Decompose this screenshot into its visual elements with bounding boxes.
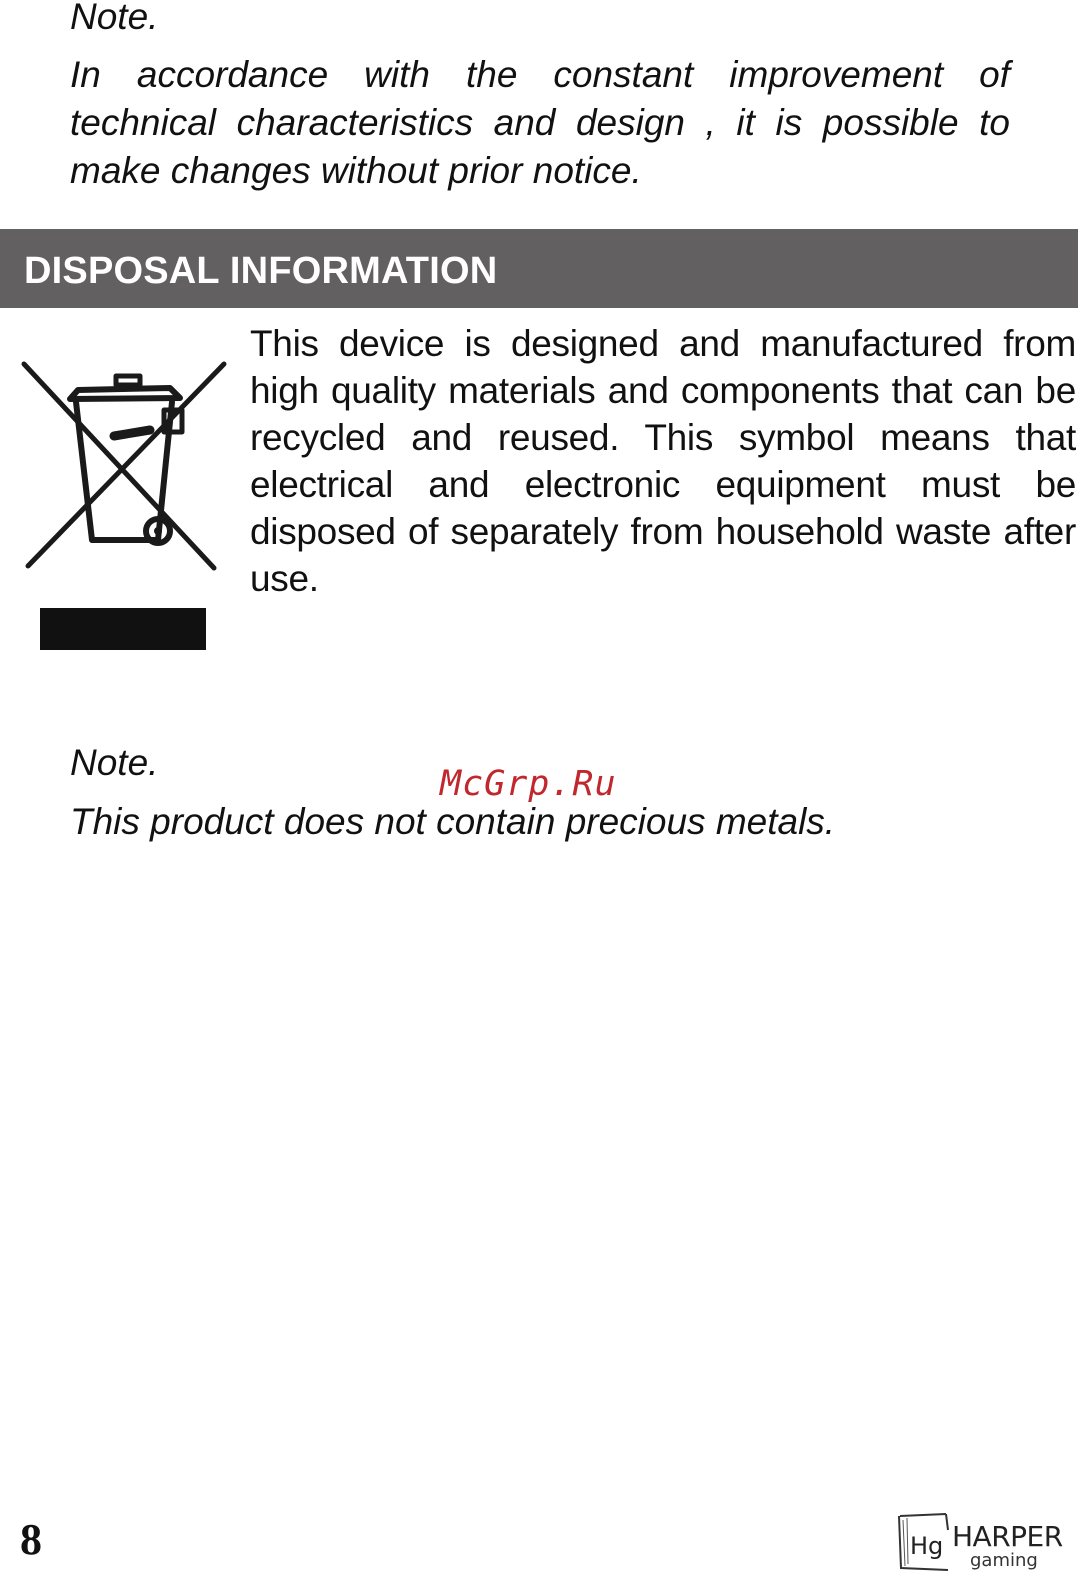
bottom-note-text: This product does not contain precious metals. (70, 801, 836, 842)
top-note-text: In accordance with the constant improvement of technical characteristics and design , it is possible to make changes without prior notice. (70, 54, 1010, 191)
crossed-out-wheelie-bin-icon (18, 356, 230, 658)
harper-gaming-logo (896, 1510, 1078, 1576)
logo-mark: Hg (910, 1532, 944, 1560)
page-number: 8 (20, 1515, 42, 1564)
bottom-note-label: Note. (70, 742, 159, 783)
logo-tagline: gaming (970, 1550, 1038, 1571)
watermark: McGrp.Ru (440, 764, 617, 804)
logo-name: HARPER (952, 1520, 1063, 1553)
top-note-label: Note. (70, 0, 159, 37)
disposal-body-text: This device is designed and manufactured from high quality materials and components that can be recycled and reused. This symbol means that electrical and electronic equipment must be disposed of separately from household waste after use. (250, 323, 1076, 599)
disposal-section-title: DISPOSAL INFORMATION (24, 250, 498, 292)
disposal-section-header (0, 229, 1078, 308)
